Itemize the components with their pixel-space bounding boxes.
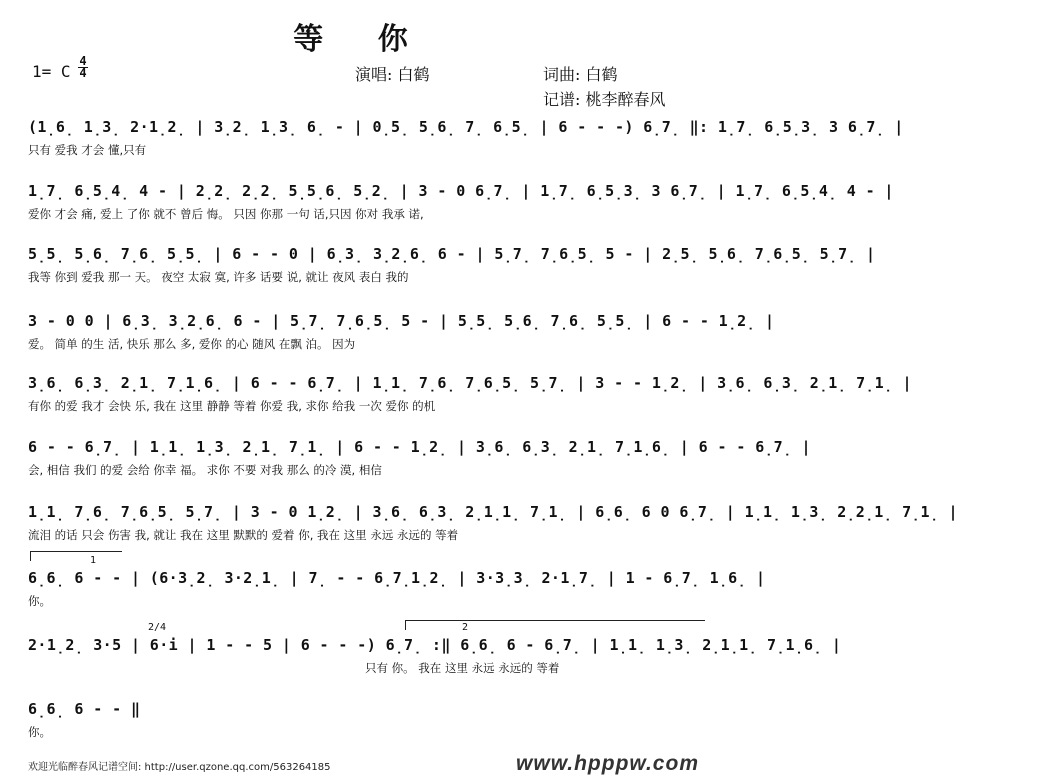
score-row-1-notes: (1̣6̣ 1̣3̣ 2·1̣2̣ | 3̣2̣ 1̣3̣ 6̣ - | 0̣5̣ 5̣6̣ 7̣ 6̣5̣ | 6 - - -) 6̣7̣ ‖: 1̣7̣ 6̣5̣3̣ 3 6̣7̣ | [28, 118, 904, 136]
score-row-2-notes: 1̣7̣ 6̣5̣4̣ 4 - | 2̣2̣ 2̣2̣ 5̣5̣6̣ 5̣2̣ | 3 - 0 6̣7̣ | 1̣7̣ 6̣5̣3̣ 3 6̣7̣ | 1̣7̣ 6̣5̣4̣ 4 - | [28, 182, 894, 200]
transcriber-credit: 记谱: 桃李醉春风 [543, 90, 666, 109]
composer-credit: 词曲: 白鹤 [543, 65, 618, 84]
score-row-3-notes: 5̣5̣ 5̣6̣ 7̣6̣ 5̣5̣ | 6 - - 0 | 6̣3̣ 3̣2̣6̣ 6 - | 5̣7̣ 7̣6̣5̣ 5 - | 2̣5̣ 5̣6̣ 7̣6̣5̣ 5̣7̣ | [28, 245, 876, 263]
volta-bracket-line [405, 620, 705, 621]
volta-bracket-line [405, 620, 406, 630]
score-row-9-marker-2: 2 [462, 622, 469, 633]
score-row-8-notes: 6̣6̣ 6 - - | (6·3̣2̣ 3·2̣1̣ | 7̣ - - 6̣7̣1̣2̣ | 3·3̣3̣ 2·1̣7̣ | 1 - 6̣7̣ 1̣6̣ | [28, 569, 766, 587]
singer-credit: 演唱: 白鹤 [355, 65, 430, 84]
score-row-1-lyrics: 只有 爱我 才会 懂,只有 [28, 143, 147, 157]
score-row-8-lyrics: 你。 [28, 594, 51, 608]
score-row-7-notes: 1̣1̣ 7̣6̣ 7̣6̣5̣ 5̣7̣ | 3 - 0 1̣2̣ | 3̣6̣ 6̣3̣ 2̣1̣1̣ 7̣1̣ | 6̣6̣ 6 0 6̣7̣ | 1̣1̣ 1̣3̣ 2̣2̣1̣ 7̣1̣ | [28, 503, 958, 521]
score-row-5-lyrics: 有你 的爱 我才 会快 乐, 我在 这里 静静 等着 你爱 我, 求你 给我 一次 爱你 的机 [28, 399, 436, 413]
key-signature: 1= C [32, 62, 71, 81]
score-row-2-lyrics: 爱你 才会 痛, 爱上 了你 就不 曾后 悔。 只因 你那 一句 话,只因 你对 我承 诺, [28, 207, 424, 221]
score-row-9-notes: 2·1̣2̣ 3·5 | 6·i | 1 - - 5 | 6 - - -) 6̣7̣ :‖ 6̣6̣ 6 - 6̣7̣ | 1̣1̣ 1̣3̣ 2̣1̣1̣ 7̣1̣6̣ | [28, 636, 842, 654]
time-signature [78, 56, 88, 79]
time-signature-bottom: 4 [79, 66, 87, 80]
score-row-8-marker: 1 [90, 555, 97, 566]
score-row-10-lyrics: 你。 [28, 725, 51, 739]
score-row-4-lyrics: 爱。 简单 的生 活, 快乐 那么 多, 爱你 的心 随风 在飘 泊。 因为 [28, 337, 356, 351]
score-row-4-notes: 3 - 0 0 | 6̣3̣ 3̣2̣6̣ 6 - | 5̣7̣ 7̣6̣5̣ 5 - | 5̣5̣ 5̣6̣ 7̣6̣ 5̣5̣ | 6 - - 1̣2̣ | [28, 312, 775, 330]
score-row-6-notes: 6 - - 6̣7̣ | 1̣1̣ 1̣3̣ 2̣1̣ 7̣1̣ | 6 - - 1̣2̣ | 3̣6̣ 6̣3̣ 2̣1̣ 7̣1̣6̣ | 6 - - 6̣7̣ | [28, 438, 811, 456]
site-watermark: www.hpppw.com [516, 752, 699, 775]
score-row-9-lyrics: 只有 你。 我在 这里 永远 永远的 等着 [365, 661, 560, 675]
score-row-6-lyrics: 会, 相信 我们 的爱 会给 你幸 福。 求你 不要 对我 那么 的冷 漠, 相信 [28, 463, 382, 477]
footer-text: 欢迎光临醉春风记谱空间: http://user.qzone.qq.com/563264185 [28, 762, 331, 773]
song-title: 等 你 [293, 22, 430, 57]
volta-bracket-line [30, 551, 122, 552]
score-row-10-notes: 6̣6̣ 6 - - ‖ [28, 700, 141, 718]
score-row-9-marker: 2/4 [148, 622, 167, 633]
volta-bracket-line [30, 551, 31, 561]
score-row-3-lyrics: 我等 你到 爱我 那一 天。 夜空 太寂 寞, 许多 话要 说, 就让 夜风 表白 我的 [28, 270, 409, 284]
score-row-5-notes: 3̣6̣ 6̣3̣ 2̣1̣ 7̣1̣6̣ | 6 - - 6̣7̣ | 1̣1̣ 7̣6̣ 7̣6̣5̣ 5̣7̣ | 3 - - 1̣2̣ | 3̣6̣ 6̣3̣ 2̣1̣ 7̣1̣ | [28, 374, 912, 392]
time-signature-top: 4 [79, 54, 87, 68]
score-row-7-lyrics: 流泪 的话 只会 伤害 我, 就让 我在 这里 默默的 爱着 你, 我在 这里 永远 永远的 等着 [28, 528, 459, 542]
